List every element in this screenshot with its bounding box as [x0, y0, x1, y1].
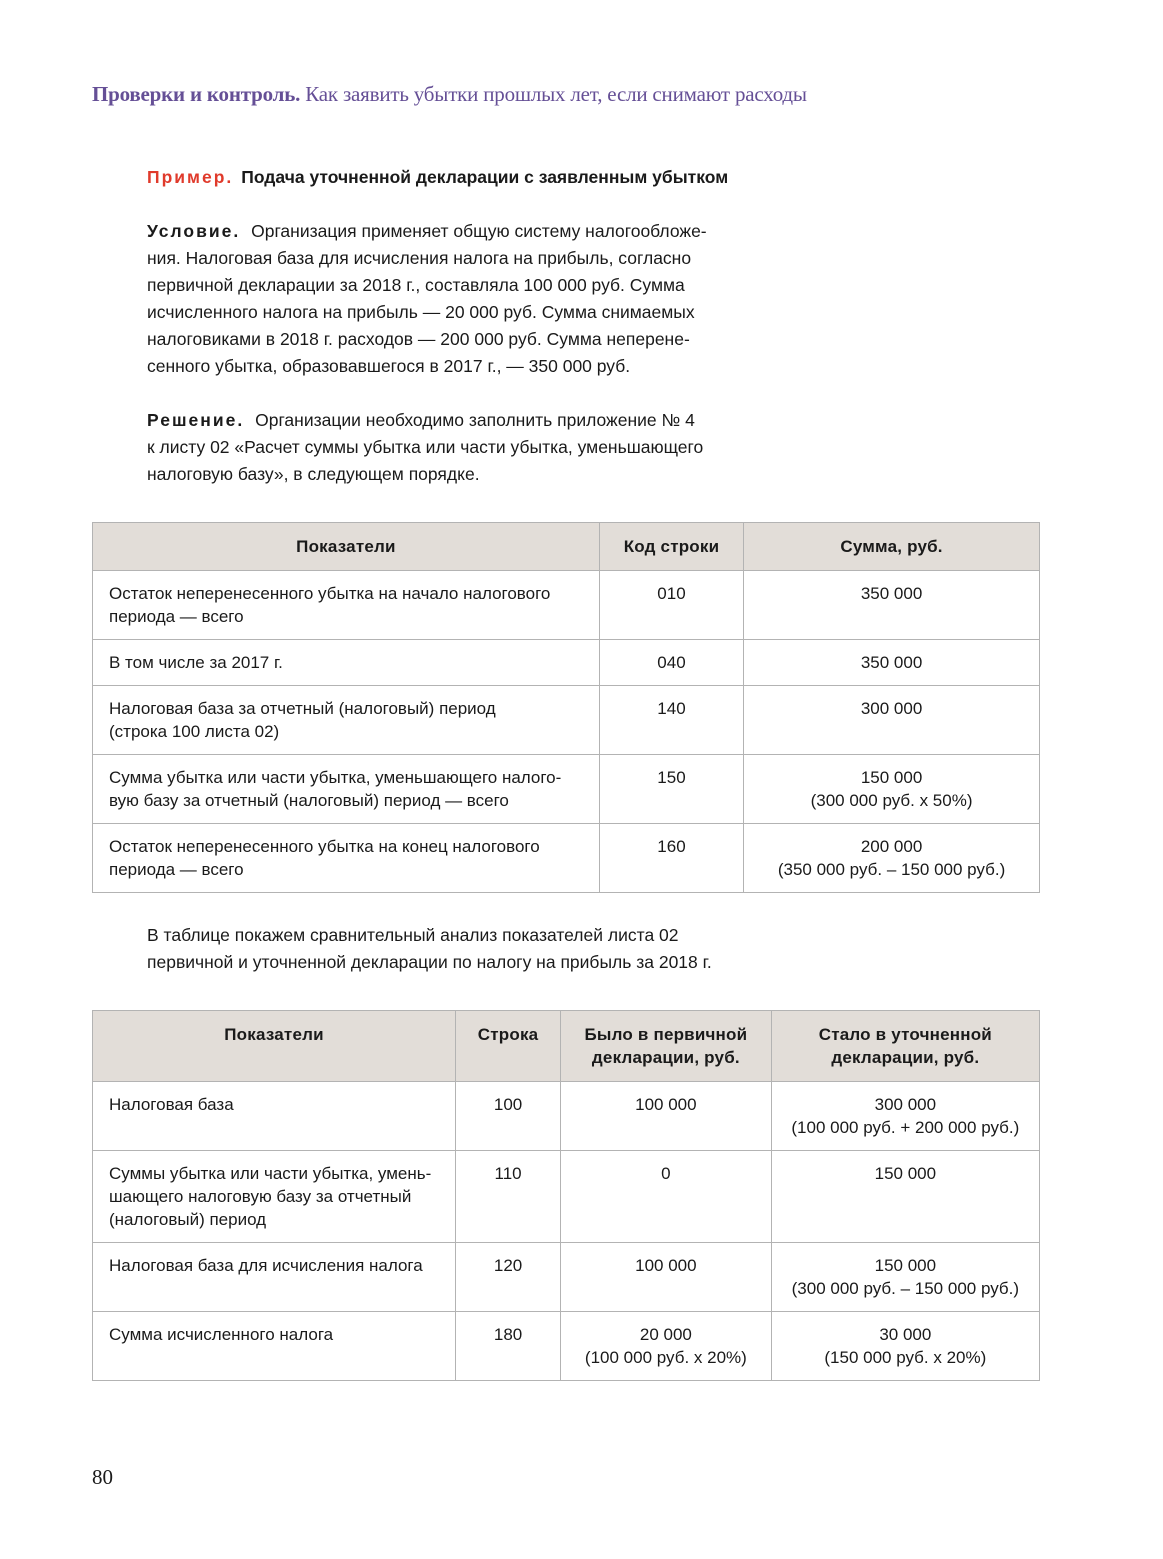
condition-line: исчисленного налога на прибыль — 20 000 руб. Сумма снимаемых	[147, 302, 695, 322]
after-cell: 150 000	[771, 1151, 1039, 1243]
before-cell: 100 000	[561, 1243, 772, 1312]
table-row	[93, 640, 1040, 686]
condition-label: Условие.	[147, 221, 241, 241]
table-row	[93, 1082, 1040, 1151]
comparison-intro-paragraph	[147, 922, 787, 976]
example-title: Подача уточненной декларации с заявленным убытком	[241, 167, 729, 187]
after-cell: 30 000 (150 000 руб. x 20%)	[771, 1312, 1039, 1381]
solution-paragraph	[147, 407, 787, 488]
table-row	[93, 571, 1040, 640]
example-label: Пример.	[147, 167, 234, 187]
declaration-comparison-table	[92, 1010, 1040, 1381]
table-row	[93, 686, 1040, 755]
amount-cell: 350 000	[744, 640, 1040, 686]
line-code-cell: 150	[599, 755, 743, 824]
column-header-indicators: Показатели	[93, 1011, 456, 1082]
line-code-cell: 010	[599, 571, 743, 640]
line-cell: 110	[456, 1151, 561, 1243]
column-header-amount: Сумма, руб.	[744, 523, 1040, 571]
line-cell: 120	[456, 1243, 561, 1312]
indicator-cell: Сумма убытка или части убытка, уменьшающего налого- вую базу за отчетный (налоговый) период — всего	[93, 755, 600, 824]
column-header-line-code: Код строки	[599, 523, 743, 571]
table-header-row	[93, 1011, 1040, 1082]
intro-line: первичной и уточненной декларации по налогу на прибыль за 2018 г.	[147, 952, 712, 972]
after-cell: 150 000 (300 000 руб. – 150 000 руб.)	[771, 1243, 1039, 1312]
condition-paragraph	[147, 218, 787, 380]
amount-cell: 300 000	[744, 686, 1040, 755]
line-code-cell: 040	[599, 640, 743, 686]
solution-line: Организации необходимо заполнить приложение № 4	[255, 410, 695, 430]
table-row	[93, 824, 1040, 893]
table-header-row	[93, 523, 1040, 571]
intro-line: В таблице покажем сравнительный анализ показателей листа 02	[147, 925, 679, 945]
condition-line: Организация применяет общую систему налогообложе-	[251, 221, 707, 241]
header-section: Проверки и контроль.	[92, 82, 301, 106]
indicator-cell: Суммы убытка или части убытка, умень- шающего налоговую базу за отчетный (налоговый) период	[93, 1151, 456, 1243]
line-code-cell: 140	[599, 686, 743, 755]
example-heading	[147, 164, 787, 191]
solution-label: Решение.	[147, 410, 245, 430]
column-header-line: Строка	[456, 1011, 561, 1082]
condition-line: ния. Налоговая база для исчисления налога на прибыль, согласно	[147, 248, 692, 268]
indicator-cell: Налоговая база для исчисления налога	[93, 1243, 456, 1312]
table-row	[93, 1243, 1040, 1312]
page-number: 80	[92, 1465, 113, 1489]
before-cell: 20 000 (100 000 руб. x 20%)	[561, 1312, 772, 1381]
column-header-after: Стало в уточненной декларации, руб.	[771, 1011, 1039, 1082]
indicator-cell: Налоговая база	[93, 1082, 456, 1151]
running-header	[92, 82, 992, 107]
condition-line: сенного убытка, образовавшегося в 2017 г., — 350 000 руб.	[147, 356, 631, 376]
table-row	[93, 1151, 1040, 1243]
condition-line: первичной декларации за 2018 г., составляла 100 000 руб. Сумма	[147, 275, 685, 295]
indicator-cell: Сумма исчисленного налога	[93, 1312, 456, 1381]
amount-cell: 150 000 (300 000 руб. x 50%)	[744, 755, 1040, 824]
header-title: Как заявить убытки прошлых лет, если снимают расходы	[305, 82, 807, 106]
loss-calculation-table	[92, 522, 1040, 893]
indicator-cell: Остаток неперенесенного убытка на начало налогового периода — всего	[93, 571, 600, 640]
line-code-cell: 160	[599, 824, 743, 893]
indicator-cell: Налоговая база за отчетный (налоговый) период (строка 100 листа 02)	[93, 686, 600, 755]
column-header-before: Было в первичной декларации, руб.	[561, 1011, 772, 1082]
indicator-cell: Остаток неперенесенного убытка на конец налогового периода — всего	[93, 824, 600, 893]
solution-line: к листу 02 «Расчет суммы убытка или части убытка, уменьшающего	[147, 437, 704, 457]
condition-line: налоговиками в 2018 г. расходов — 200 000 руб. Сумма неперене-	[147, 329, 690, 349]
line-cell: 180	[456, 1312, 561, 1381]
table-row	[93, 755, 1040, 824]
after-cell: 300 000 (100 000 руб. + 200 000 руб.)	[771, 1082, 1039, 1151]
amount-cell: 200 000 (350 000 руб. – 150 000 руб.)	[744, 824, 1040, 893]
before-cell: 100 000	[561, 1082, 772, 1151]
column-header-indicators: Показатели	[93, 523, 600, 571]
indicator-cell: В том числе за 2017 г.	[93, 640, 600, 686]
solution-line: налоговую базу», в следующем порядке.	[147, 464, 480, 484]
table-row	[93, 1312, 1040, 1381]
before-cell: 0	[561, 1151, 772, 1243]
line-cell: 100	[456, 1082, 561, 1151]
amount-cell: 350 000	[744, 571, 1040, 640]
